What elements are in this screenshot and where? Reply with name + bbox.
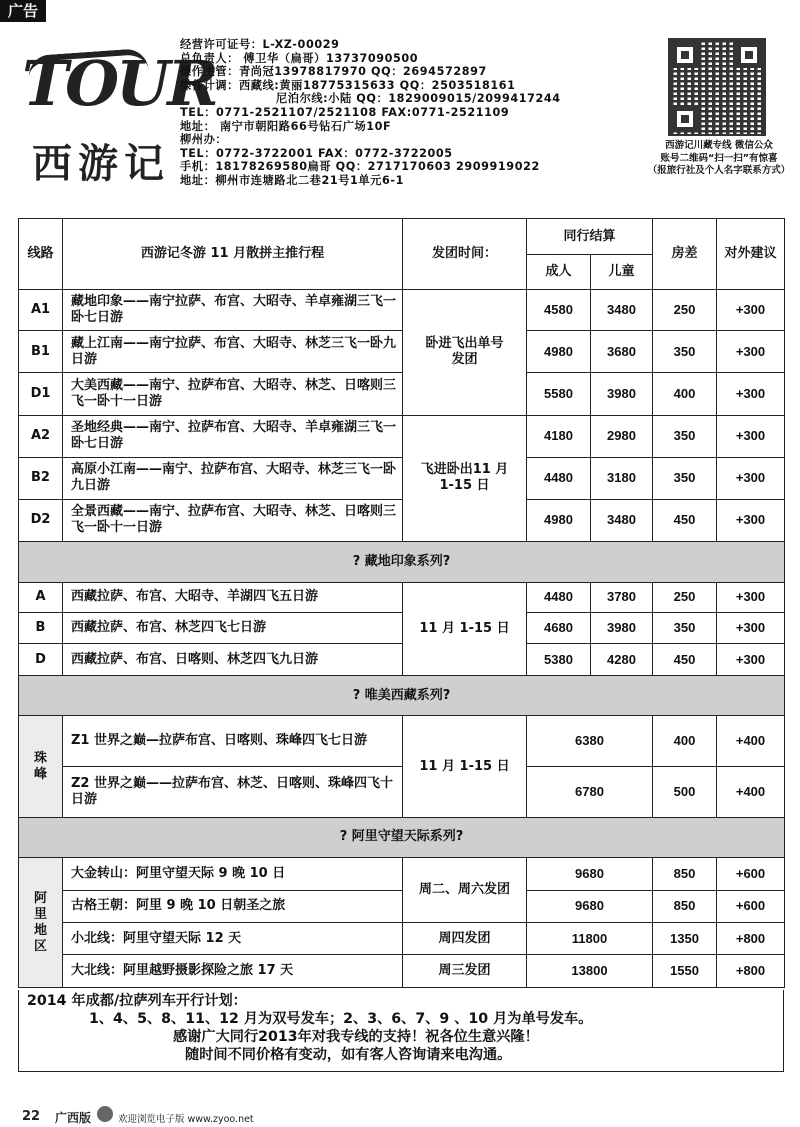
info-line: 操作计调：西藏线:黄丽18775315633 QQ：2503518161 — [180, 78, 516, 92]
info-line: 柳州办： — [180, 133, 228, 147]
wechat-qr-code-icon[interactable] — [668, 38, 766, 136]
note-line: 感谢广大同行2013年对我专线的支持！祝各位生意兴隆！ — [173, 1029, 539, 1045]
qr-finder-icon — [672, 106, 698, 132]
header-departure: 发团时间： — [403, 219, 527, 290]
suggest-price: +400 — [717, 767, 785, 818]
price: 13800 — [527, 955, 653, 988]
route-name: 大金转山：阿里守望天际 9 晚 10 日 — [63, 858, 403, 890]
room-diff: 350 — [653, 415, 717, 458]
room-diff: 350 — [653, 613, 717, 644]
suggest-price: +800 — [717, 923, 785, 955]
header-settlement: 同行结算 — [527, 219, 653, 255]
route-code: D1 — [19, 372, 63, 415]
room-diff: 350 — [653, 458, 717, 500]
header-route: 线路 — [19, 219, 63, 290]
departure-time: 卧进飞出单号发团 — [403, 289, 527, 415]
child-price: 3480 — [591, 499, 653, 542]
suggest-price: +300 — [717, 499, 785, 542]
page-footer — [0, 1100, 800, 1127]
section-header — [19, 542, 785, 583]
info-line: 尼泊尔线:小陆 QQ：1829009015/2099417244 — [276, 92, 561, 106]
suggest-price: +600 — [717, 858, 785, 890]
route-name: 古格王朝：阿里 9 晚 10 日朝圣之旅 — [63, 890, 403, 922]
brand-seal-icon — [97, 1106, 113, 1122]
logo-chinese-name: 西游记 — [32, 140, 170, 187]
section-title: ? 阿里守望天际系列? — [19, 817, 785, 858]
route-name: 小北线：阿里守望天际 12 天 — [63, 923, 403, 955]
price: 9680 — [527, 890, 653, 922]
adult-price: 5380 — [527, 644, 591, 675]
adult-price: 4480 — [527, 458, 591, 500]
info-line: 经营许可证号：L-XZ-00029 — [180, 38, 340, 51]
header-room-diff: 房差 — [653, 219, 717, 290]
departure-time: 11 月 1-15 日 — [403, 716, 527, 817]
table-row — [19, 767, 785, 818]
suggest-price: +300 — [717, 331, 785, 373]
table-row — [19, 644, 785, 675]
suggest-price: +300 — [717, 582, 785, 612]
room-diff: 500 — [653, 767, 717, 818]
note-line: 随时间不同价格有变动，如有客人咨询请来电沟通。 — [185, 1047, 512, 1063]
price: 9680 — [527, 858, 653, 890]
child-price: 3680 — [591, 331, 653, 373]
itinerary-table — [18, 218, 785, 988]
qr-caption-line: 账号二维码“扫一扫”有惊喜 — [660, 152, 778, 164]
table-row — [19, 582, 785, 612]
room-diff: 850 — [653, 858, 717, 890]
route-code: A2 — [19, 415, 63, 458]
info-line: 手机：18178269580扁哥 QQ：2717170603 2909919022 — [180, 160, 540, 174]
route-code: A1 — [19, 289, 63, 331]
departure-time: 周二、周六发团 — [403, 858, 527, 923]
qr-caption-line: （报旅行社及个人名字联系方式） — [647, 165, 791, 176]
child-price: 3480 — [591, 289, 653, 331]
ali-label: 阿里地区 — [19, 858, 63, 988]
page-number: 22 — [22, 1109, 41, 1124]
room-diff: 450 — [653, 499, 717, 542]
adult-price: 4480 — [527, 582, 591, 612]
website-link[interactable]: 欢迎浏览电子版 www.zyoo.net — [118, 1114, 254, 1125]
section-title: ? 藏地印象系列? — [19, 542, 785, 583]
route-name: 藏地印象——南宁拉萨、布宫、大昭寺、羊卓雍湖三飞一卧七日游 — [63, 289, 403, 331]
qr-caption — [640, 140, 798, 178]
table-row — [19, 331, 785, 373]
route-code: B1 — [19, 331, 63, 373]
suggest-price: +400 — [717, 716, 785, 767]
room-diff: 1350 — [653, 923, 717, 955]
route-name: Z2 世界之巅——拉萨布宫、林芝、日喀则、珠峰四飞十日游 — [63, 767, 403, 818]
info-line: TEL：0771-2521107/2521108 FAX:0771-2521109 — [180, 105, 510, 119]
route-code: B — [19, 613, 63, 644]
suggest-price: +300 — [717, 613, 785, 644]
adult-price: 4680 — [527, 613, 591, 644]
route-code: B2 — [19, 458, 63, 500]
child-price: 4280 — [591, 644, 653, 675]
info-line: TEL：0772-3722001 FAX：0772-3722005 — [180, 146, 453, 160]
table-row — [19, 289, 785, 331]
qr-finder-icon — [672, 42, 698, 68]
route-name: 西藏拉萨、布宫、林芝四飞七日游 — [63, 613, 403, 644]
departure-time: 11 月 1-15 日 — [403, 582, 527, 675]
table-row — [19, 955, 785, 988]
table-row — [19, 499, 785, 542]
section-header — [19, 817, 785, 858]
adult-price: 5580 — [527, 372, 591, 415]
route-name: 大美西藏——南宁、拉萨布宫、大昭寺、林芝、日喀则三飞一卧十一日游 — [63, 372, 403, 415]
qr-caption-line: 西游记川藏专线 微信公众 — [665, 140, 773, 151]
departure-time: 周四发团 — [403, 923, 527, 955]
room-diff: 450 — [653, 644, 717, 675]
table-row — [19, 372, 785, 415]
logo-word: TOUR — [22, 47, 216, 120]
header-itinerary: 西游记冬游 11 月散拼主推行程 — [63, 219, 403, 290]
agency-info — [180, 38, 650, 188]
header-adult: 成人 — [527, 255, 591, 289]
qr-finder-icon — [736, 42, 762, 68]
child-price: 2980 — [591, 415, 653, 458]
suggest-price: +300 — [717, 372, 785, 415]
header-child: 儿童 — [591, 255, 653, 289]
route-name: Z1 世界之巅—拉萨布宫、日喀则、珠峰四飞七日游 — [63, 716, 403, 767]
suggest-price: +800 — [717, 955, 785, 988]
route-name: 圣地经典——南宁、拉萨布宫、大昭寺、羊卓雍湖三飞一卧七日游 — [63, 415, 403, 458]
price: 6780 — [527, 767, 653, 818]
info-line: 总负责人： 傅卫华（扁哥）13737090500 — [180, 51, 419, 65]
route-code: A — [19, 582, 63, 612]
everest-label: 珠峰 — [19, 716, 63, 817]
child-price: 3180 — [591, 458, 653, 500]
suggest-price: +300 — [717, 289, 785, 331]
note-line: 2014 年成都/拉萨列车开行计划： — [27, 993, 247, 1009]
room-diff: 850 — [653, 890, 717, 922]
table-row — [19, 458, 785, 500]
room-diff: 250 — [653, 289, 717, 331]
adult-price: 4980 — [527, 331, 591, 373]
table-row — [19, 923, 785, 955]
price: 11800 — [527, 923, 653, 955]
adult-price: 4580 — [527, 289, 591, 331]
info-line: 地址：柳州市连塘路北二巷21号1单元6-1 — [180, 173, 404, 187]
room-diff: 400 — [653, 716, 717, 767]
table-row — [19, 415, 785, 458]
section-header — [19, 675, 785, 716]
adult-price: 4980 — [527, 499, 591, 542]
departure-time: 飞进卧出11 月 1-15 日 — [403, 415, 527, 542]
room-diff: 1550 — [653, 955, 717, 988]
suggest-price: +300 — [717, 458, 785, 500]
table-row — [19, 613, 785, 644]
route-name: 全景西藏——南宁、拉萨布宫、大昭寺、林芝、日喀则三飞一卧十一日游 — [63, 499, 403, 542]
info-line: 地址： 南宁市朝阳路66号钻石广场10F — [180, 119, 392, 133]
section-title: ? 唯美西藏系列? — [19, 675, 785, 716]
route-name: 大北线：阿里越野摄影探险之旅 17 天 — [63, 955, 403, 988]
route-name: 高原小江南——南宁、拉萨布宫、大昭寺、林芝三飞一卧九日游 — [63, 458, 403, 500]
room-diff: 250 — [653, 582, 717, 612]
room-diff: 350 — [653, 331, 717, 373]
route-code: D — [19, 644, 63, 675]
suggest-price: +300 — [717, 644, 785, 675]
child-price: 3980 — [591, 372, 653, 415]
table-row — [19, 716, 785, 767]
departure-time: 周三发团 — [403, 955, 527, 988]
route-name: 西藏拉萨、布宫、日喀则、林芝四飞九日游 — [63, 644, 403, 675]
edition-label: 广西版 — [55, 1111, 92, 1125]
header-suggest: 对外建议 — [717, 219, 785, 290]
route-name: 西藏拉萨、布宫、大昭寺、羊湖四飞五日游 — [63, 582, 403, 612]
child-price: 3780 — [591, 582, 653, 612]
note-line: 1、4、5、8、11、12 月为双号发车；2、3、6、7、9 、10 月为单号发车。 — [89, 1011, 593, 1027]
info-line: 操作主管：青尚冠13978817970 QQ：2694572897 — [180, 65, 487, 79]
notes-box — [18, 990, 784, 1072]
room-diff: 400 — [653, 372, 717, 415]
table-header-row — [19, 219, 785, 255]
price: 6380 — [527, 716, 653, 767]
route-code: D2 — [19, 499, 63, 542]
ad-tag: 广告 — [0, 0, 46, 22]
suggest-price: +300 — [717, 415, 785, 458]
suggest-price: +600 — [717, 890, 785, 922]
adult-price: 4180 — [527, 415, 591, 458]
table-row — [19, 890, 785, 922]
child-price: 3980 — [591, 613, 653, 644]
route-name: 藏上江南——南宁拉萨、布宫、大昭寺、林芝三飞一卧九日游 — [63, 331, 403, 373]
table-row — [19, 858, 785, 890]
